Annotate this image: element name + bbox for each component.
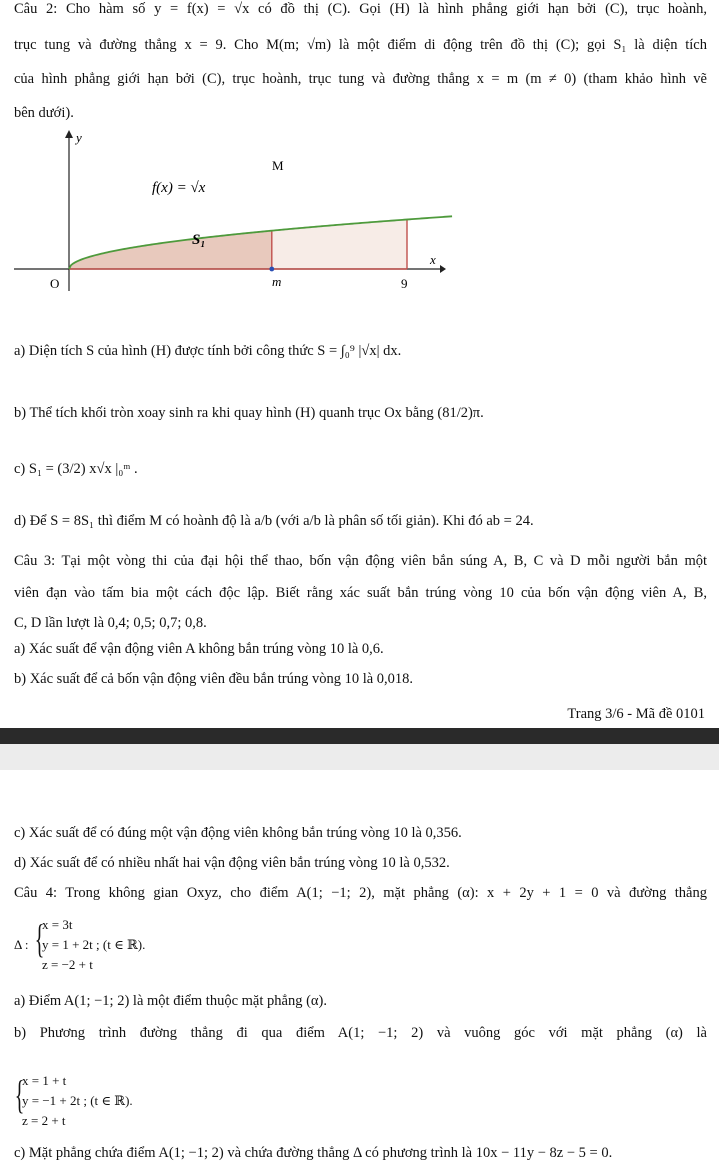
y-axis-label: y	[76, 130, 82, 145]
q2-statement-b: b) Thể tích khối tròn xoay sinh ra khi quay hình (H) quanh trục Ox bằng (81/2)π.	[14, 405, 484, 421]
page-footer: Trang 3/6 - Mã đề 0101	[567, 706, 705, 722]
origin-label: O	[50, 276, 60, 291]
q2-line-3: của hình phẳng giới hạn bởi (C), trục hoành, trục tung và đường thẳng x = m (m ≠ 0) (tham khảo hình vẽ	[14, 71, 707, 87]
y-axis-arrow	[65, 130, 73, 138]
q4-line-1: Câu 4: Trong không gian Oxyz, cho điểm A(1; −1; 2), mặt phẳng (α): x + 2y + 1 = 0 và đường thẳng	[14, 885, 707, 901]
page-separator	[0, 728, 719, 744]
page-gap	[0, 744, 719, 770]
area-s1-label: S₁	[192, 232, 206, 248]
q3-statement-a: a) Xác suất để vận động viên A không bắn trúng vòng 10 là 0,6.	[14, 641, 384, 657]
nine-tick-label: 9	[401, 276, 408, 291]
delta-y-eq: y = 1 + 2t ; (t ∈ ℝ).	[42, 937, 146, 952]
delta-z-eq: z = −2 + t	[42, 957, 93, 972]
delta-name: Δ :	[14, 937, 29, 952]
q3-statement-b: b) Xác suất để cả bốn vận động viên đều bắn trúng vòng 10 là 0,018.	[14, 671, 414, 687]
q3-line-2: viên đạn vào tấm bia một cách độc lập. Biết rằng xác suất bắn trúng vòng 10 của bốn vận động viên A, B,	[14, 585, 707, 601]
q2-line-2: trục tung và đường thẳng x = 9. Cho M(m; √m) là một điểm di động trên đồ thị (C); gọi S₁ là diện tích	[14, 37, 707, 53]
line-brace: {	[14, 1072, 25, 1117]
q2-statement-d: d) Để S = 8S₁ thì điểm M có hoành độ là a/b (với a/b là phân số tối giản). Khi đó ab = 24.	[14, 513, 534, 529]
exam-page-4	[0, 770, 719, 1161]
q2-statement-c: c) S₁ = (3/2) x√x |₀ᵐ .	[14, 461, 138, 477]
s1-shaded-region	[69, 231, 272, 269]
point-m-on-axis	[269, 267, 274, 272]
x-axis-arrow	[440, 265, 446, 273]
remaining-region	[272, 220, 407, 270]
line-y-eq: y = −1 + 2t ; (t ∈ ℝ).	[22, 1093, 133, 1108]
q4-statement-a: a) Điểm A(1; −1; 2) là một điểm thuộc mặt phẳng (α).	[14, 993, 327, 1009]
q3-line-3: C, D lần lượt là 0,4; 0,5; 0,7; 0,8.	[14, 615, 207, 631]
q2-statement-a: a) Diện tích S của hình (H) được tính bởi công thức S = ∫₀⁹ |√x| dx.	[14, 343, 402, 359]
delta-brace: {	[34, 916, 45, 961]
q4-statement-b: b) Phương trình đường thẳng đi qua điểm A(1; −1; 2) và vuông góc với mặt phẳng (α) là	[14, 1025, 707, 1041]
function-label: f(x) = √x	[152, 180, 206, 196]
q3-statement-d: d) Xác suất để có nhiều nhất hai vận động viên bắn trúng vòng 10 là 0,532.	[14, 855, 450, 871]
m-tick-label: m	[272, 274, 282, 289]
delta-x-eq: x = 3t	[42, 917, 73, 932]
q3-line-1: Câu 3: Tại một vòng thi của đại hội thể thao, bốn vận động viên bắn súng A, B, C và D mỗi người bắn một	[14, 553, 707, 569]
q4-statement-c: c) Mặt phẳng chứa điểm A(1; −1; 2) và chứa đường thẳng Δ có phương trình là 10x − 11y − 8z − 5 = 0.	[14, 1145, 613, 1161]
point-m-label: M	[272, 158, 284, 173]
sqrt-graph-figure	[0, 126, 719, 296]
line-x-eq: x = 1 + t	[22, 1073, 67, 1088]
q3-statement-c: c) Xác suất để có đúng một vận động viên không bắn trúng vòng 10 là 0,356.	[14, 825, 462, 841]
line-z-eq: z = 2 + t	[22, 1113, 66, 1128]
q2-line-1: Câu 2: Cho hàm số y = f(x) = √x có đồ thị (C). Gọi (H) là hình phẳng giới hạn bởi (C), trục hoành,	[14, 1, 707, 17]
x-axis-label: x	[430, 252, 436, 267]
q2-line-4: bên dưới).	[14, 105, 74, 121]
